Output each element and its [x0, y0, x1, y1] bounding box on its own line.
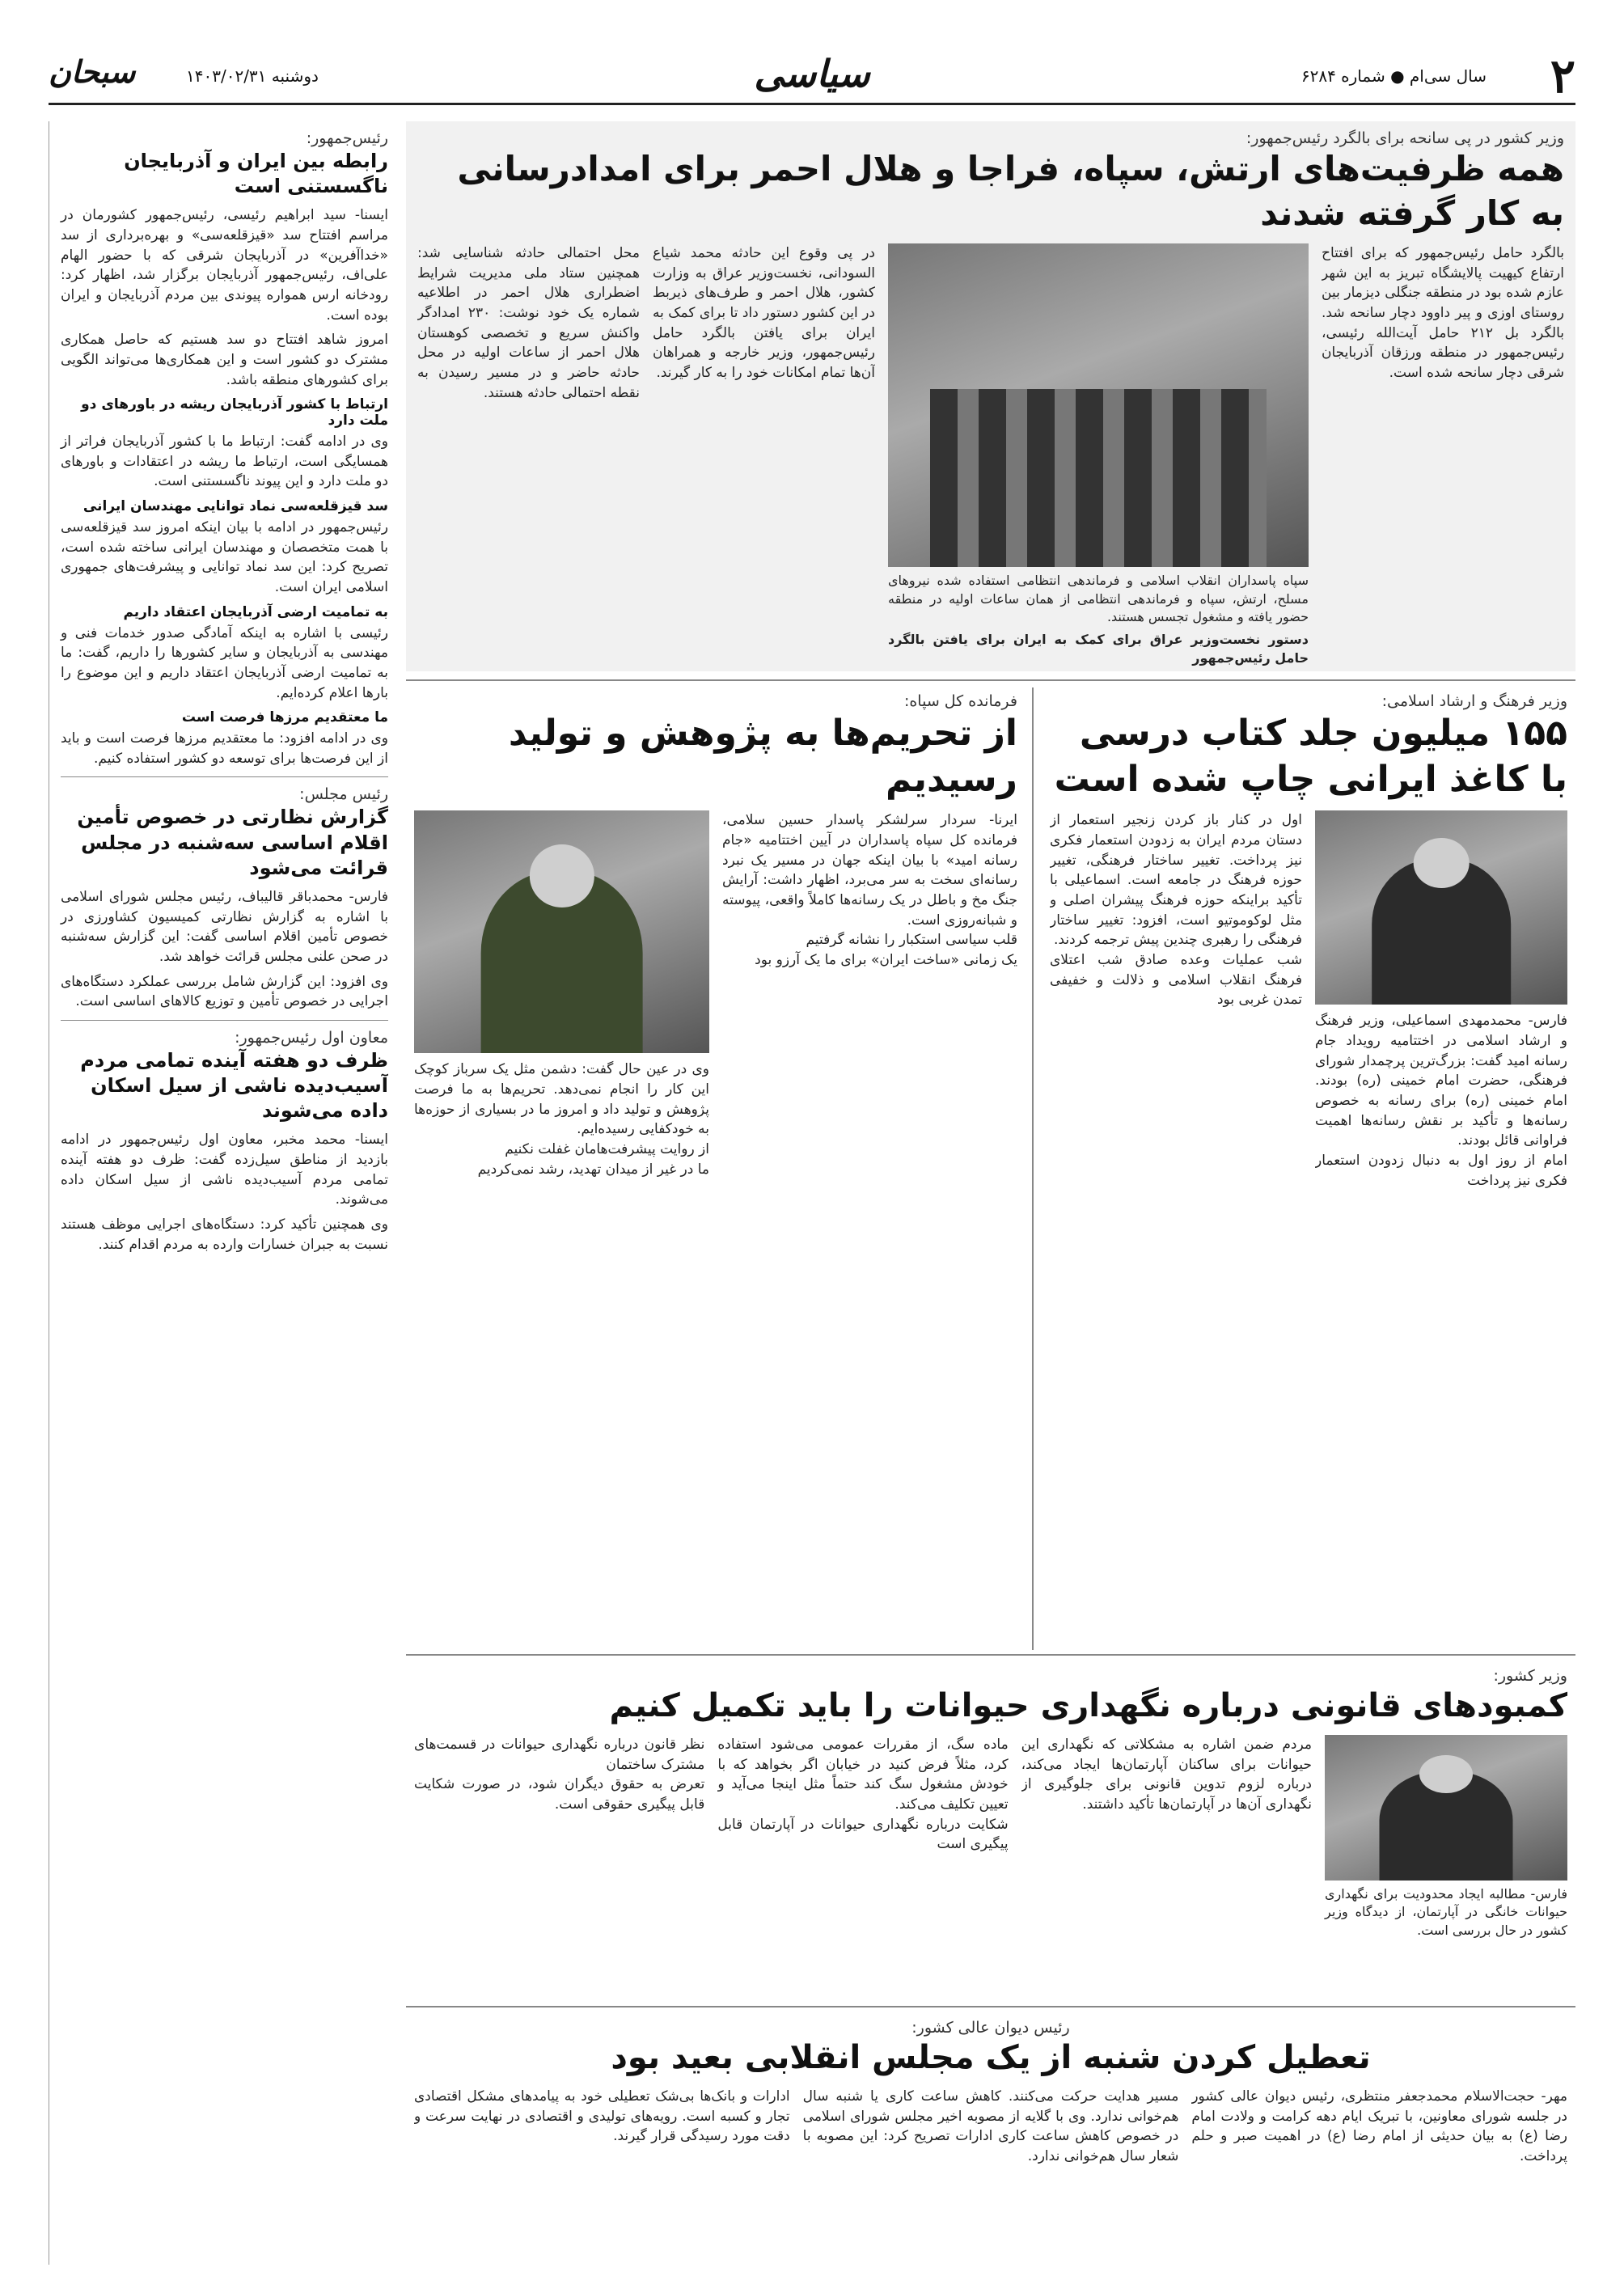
sidebar-article — [61, 129, 388, 768]
article-title: تعطیل کردن شنبه از یک مجلس انقلابی بعید بود — [611, 2039, 1371, 2076]
article-kicker: رئیس دیوان عالی کشور: — [911, 2019, 1070, 2037]
article-subheading: از روایت پیشرفت‌هامان غفلت نکنیم — [505, 1140, 709, 1157]
irgc-story — [406, 687, 1026, 1650]
article-title: کمبودهای قانونی درباره نگهداری حیوانات را باید تکمیل کنیم — [609, 1687, 1567, 1724]
article-paragraph: وی در ادامه افزود: ما معتقدیم مرزها فرصت است و باید از این فرصت‌ها برای توسعه دو کشور استفاده کنیم. — [61, 730, 388, 767]
section-title: سیاسی — [754, 52, 870, 95]
article-column: ایرنا- سردار سرلشکر پاسدار حسین سلامی، فرمانده کل سپاه پاسداران در آیین اختتامیه «جام رسانه امید» با بیان اینکه جهان در مسیر یک نبرد رسانه‌ای سخت به سر می‌برد، اظهار داشت: آرایش جنگ مخ و باطل در یک رسانه‌ها کاملاً واقعی، پیوسته و شبانه‌روزی است. — [722, 812, 1017, 929]
lead-story — [406, 121, 1575, 671]
article-title: گزارش نظارتی در خصوص تأمین اقلام اساسی سه‌شنبه در مجلس قرائت می‌شود — [77, 806, 388, 879]
article-column: تعرض به حقوق دیگران شود، در صورت شکایت قابل پیگیری حقوقی است. — [414, 1776, 705, 1813]
article-paragraph: امروز شاهد افتتاح دو سد هستیم که حاصل همکاری مشترک دو کشور است و این همکاری‌ها می‌تواند الگویی برای کشورهای منطقه باشد. — [61, 332, 388, 388]
divider — [406, 679, 1575, 681]
article-subheading: سد قیزقلعه‌سی نماد توانایی مهندسان ایرانی — [82, 498, 388, 515]
divider — [1032, 687, 1034, 1650]
article-title: همه ظرفیت‌های ارتش، سپاه، فراجا و هلال احمر برای امدادرسانی به کار گرفته شدند — [457, 149, 1564, 233]
masthead — [49, 49, 1575, 105]
photo-subheading: دستور نخست‌وزیر عراق برای کمک به ایران برای یافتن بالگرد حامل رئیس‌جمهور — [888, 632, 1309, 666]
lead-photo — [888, 243, 1309, 567]
article-subheading: ما معتقدیم مرزها فرصت است — [181, 709, 388, 726]
article-column: فارس- محمدمهدی اسماعیلی، وزیر فرهنگ و ارشاد اسلامی در اختتامیه رویداد جام رسانه امید گفت: بزرگ‌ترین پرچمدار شورای فرهنگی، حضرت امام خمینی (ره) بودند. امام خمینی (ره) برای رسانه به خصوص رسانه‌ها و تأکید بر نقش رسانه‌ها اهمیت فراوانی قائل بودند. — [1315, 1013, 1567, 1149]
article-subheading: امام از روز اول به دنبال زدودن استعمار فکری نیز پرداخت — [1315, 1152, 1567, 1189]
article-kicker: وزیر فرهنگ و ارشاد اسلامی: — [1381, 692, 1567, 710]
article-column: ماده سگ، از مقررات عمومی می‌شود استفاده کرد، مثلاً فرض کنید در خیابان اگر بخواهد که با خودش مشغول سگ کند حتماً مثل اینجا می‌آید و تعیین تکلیف می‌کند. — [717, 1737, 1009, 1813]
article-column: ادارات و بانک‌ها بی‌شک تعطیلی خود به پیامدهای مشکل اقتصادی تجار و کسبه است. رویه‌های تولیدی و اقتصادی در نهایت سرعت و دقت مورد رسیدگی قرار گیرند. — [413, 2088, 790, 2145]
article-kicker: فرمانده کل سپاه: — [903, 692, 1017, 710]
article-column-block — [414, 1735, 704, 1940]
issue-info: سال سی‌ام ● شماره ۶۲۸۴ — [1300, 66, 1487, 86]
article-subheading: قلب سیاسی استکبار را نشانه گرفتیم — [806, 932, 1017, 949]
article-kicker: وزیر کشور در پی سانحه برای بالگرد رئیس‌جمهور: — [1245, 129, 1564, 147]
article-paragraph: رئیسی با اشاره به اینکه آمادگی صدور خدمات فنی و مهندسی به آذربایجان و سایر کشورها را داریم، گفت: ما به تمامیت ارضی آذربایجان اعتقاد داریم و این موضوع را بارها اعلام کرده‌ایم. — [61, 624, 388, 701]
article-kicker: رئیس‌جمهور: — [306, 129, 388, 147]
person-head-shape — [1419, 1755, 1473, 1793]
article-paragraph: ایسنا- سید ابراهیم رئیسی، رئیس‌جمهور کشورمان در مراسم افتتاح سد «قیزقلعه‌سی» و بهره‌برداری از سد «خداآفرین» در آذربایجان شرقی که با حضور الهام علی‌اف، رئیس‌جمهور آذربایجان برگزار شد، اظهار کرد: رودخانه ارس همواره پیوندی بین مردم آذربایجان و ایران بوده است. — [61, 207, 388, 324]
person-head-shape — [1414, 838, 1470, 888]
article-subheading: به تمامیت ارضی آذربایجان اعتقاد داریم — [123, 603, 388, 620]
article-column: مردم ضمن اشاره به مشکلاتی که نگهداری این حیوانات برای ساکنان آپارتمان‌ها ایجاد می‌کند، درباره لزوم تدوین قانونی برای جلوگیری از نگهداری آن‌ها در آپارتمان‌ها تأکید داشتند. — [1021, 1737, 1312, 1813]
article-column: محل احتمالی حادثه شناسایی شد: همچنین ستاد ملی مدیریت شرایط اضطراری هلال احمر در اطلاعیه شماره یک خود نوشت: ۲۳۰ امدادگر واکنش سریع و تخصصی کوهستان هلال احمر از ساعات اولیه در محل حادثه حاضر و در مسیر رسیدن به نقطه احتمالی حادثه هستند. — [417, 245, 640, 401]
article-column: در پی وقوع این حادثه محمد شیاع السودانی، نخست‌وزیر عراق به وزارت کشور، هلال احمر و طرف‌های ذیربط در این کشور دستور داد تا برای کمک به ایران برای یافتن بالگرد حامل رئیس‌جمهور، وزیر خارجه و همراهان آن‌ها تمام امکانات خود را به کار گیرند. — [653, 245, 875, 382]
article-paragraph: وی افزود: این گزارش شامل بررسی عملکرد دستگاه‌های اجرایی در خصوص تأمین و توزیع کالاهای اساسی است. — [61, 973, 388, 1010]
article-column-block — [722, 810, 1017, 1179]
books-story — [1042, 687, 1575, 1650]
photo-caption: سپاه پاسداران انقلاب اسلامی و فرماندهی انتظامی استفاده شده نیروهای مسلح، ارتش، سپاه و فرماندهی انتظامی از همان ساعات اولیه در منطقه حضور یافته و مشغول تجسس هستند. — [888, 573, 1309, 624]
officials-group-shape — [930, 389, 1267, 567]
minister-photo — [1325, 1735, 1567, 1881]
article-paragraph: وی در ادامه گفت: ارتباط ما با کشور آذربایجان فراتر از همسایگی است، ارتباط ما ریشه در اعتقادات و باورهای دو ملت دارد و این پیوند ناگسستنی است. — [61, 434, 388, 490]
divider — [406, 1654, 1575, 1656]
divider — [61, 776, 388, 777]
article-paragraph: ایسنا- محمد مخبر، معاون اول رئیس‌جمهور در ادامه بازدید از مناطق سیل‌زده گفت: ظرف دو هفته آینده تمامی مردم آسیب‌دیده ناشی از سیل اسکان داده می‌شوند. — [61, 1132, 388, 1208]
article-column: اول در کنار باز کردن زنجیر استعمار از دستان مردم ایران به زدودن استعمار فکری نیز پرداخت. تغییر ساختار فرهنگی، تغییر حوزه فرهنگ در جامعه است. اسماعیلی با تأکید براینکه حوزه فرهنگ پیشران اصلی و مثل لوکوموتیو است، افزود: تغییر ساختار فرهنگی را رهبری چندین پیش ترجمه کردند. — [1050, 812, 1302, 949]
commander-photo — [414, 810, 709, 1053]
article-kicker: رئیس مجلس: — [299, 785, 388, 804]
article-subheading: شب عملیات وعده صادق شب اعتلای فرهنگ انقلاب اسلامی و ذلالت و خفیفی تمدن غربی بود — [1050, 951, 1302, 1009]
newspaper-logo: سبحان — [49, 53, 136, 90]
article-column-block — [414, 810, 709, 1179]
divider — [406, 2006, 1575, 2007]
article-kicker: معاون اول رئیس‌جمهور: — [235, 1028, 388, 1047]
sidebar-article — [61, 1029, 388, 1254]
main-content — [406, 121, 1575, 2265]
article-kicker: وزیر کشور: — [1493, 1667, 1567, 1685]
page-number: ۲ — [1550, 49, 1575, 104]
article-subheading: شکایت درباره نگهداری حیوانات در آپارتمان قابل پیگیری است — [717, 1816, 1009, 1853]
article-paragraph: وی همچنین تأکید کرد: دستگاه‌های اجرایی موظف هستند نسبت به جبران خسارات وارده به مردم اقدام کنند. — [61, 1216, 388, 1253]
article-column-block — [717, 1735, 1008, 1940]
article-column: وی در عین حال گفت: دشمن مثل یک سرباز کوچک این کار را انجام نمی‌دهد. تحریم‌ها به ما فرصت پژوهش و تولید داد و امروز ما در بسیاری از حوزه‌ها به خودکفایی رسیده‌ایم. — [414, 1061, 709, 1138]
article-subheading: نظر قانون درباره نگهداری حیوانات در قسمت‌های مشترک ساختمان — [414, 1737, 705, 1773]
article-column: بالگرد حامل رئیس‌جمهور که برای افتتاح ارتفاع کیهیت پالایشگاه تبریز به این شهر عازم شده بود در منطقه جنگلی دیزمار بین روستای اوزی و پیر داوود دچار سانحه شد. بالگرد بل ۲۱۲ حامل آیت‌الله رئیسی، رئیس‌جمهور در منطقه ورزقان آذربایجان شرقی دچار سانحه شده است. — [1322, 245, 1564, 382]
article-title: ظرف دو هفته آینده تمامی مردم آسیب‌دیده ناشی از سیل اسکان داده می‌شوند — [80, 1048, 388, 1123]
article-subheading: ارتباط با کشور آذربایجان ریشه در باورهای دو ملت دارد — [81, 396, 388, 429]
article-title: از تحریم‌ها به پژوهش و تولید رسیدیم — [508, 713, 1017, 801]
article-paragraph: رئیس‌جمهور در ادامه با بیان اینکه امروز سد قیزقلعه‌سی با همت متخصصان و مهندسان ایرانی ساخته شده است، تصریح کرد: این سد نماد توانایی و پیشرفت‌های جمهوری اسلامی ایران است. — [61, 519, 388, 595]
divider — [61, 1020, 388, 1021]
photo-caption: فارس- مطالبه ایجاد محدودیت برای نگهداری حیوانات خانگی در آپارتمان، از دیدگاه وزیر کشور در حال بررسی است. — [1325, 1886, 1567, 1938]
article-column: مهر- حجت‌الاسلام محمدجعفر منتظری، رئیس دیوان عالی کشور در جلسه شورای معاونین، با تبریک ایام دهه کرامت و ولادت امام رضا (ع) به بیان حدیثی از امام رضا (ع) در اهمیت صبر و حلم پرداخت. — [1191, 2088, 1567, 2164]
minister-photo — [1315, 810, 1567, 1005]
animals-story — [406, 1662, 1575, 2002]
article-paragraph: فارس- محمدباقر قالیباف، رئیس مجلس شورای اسلامی با اشاره به گزارش نظارتی کمیسیون کشاورزی در خصوص تأمین اقلام اساسی گفت: این گزارش سه‌شنبه در صحن علنی مجلس قرائت خواهد شد. — [61, 889, 388, 965]
issue-date: دوشنبه ۱۴۰۳/۰۲/۳۱ — [186, 66, 319, 86]
article-title: ۱۵۵ میلیون جلد کتاب درسی با کاغذ ایرانی چاپ شده است — [1054, 713, 1567, 801]
article-column-block — [1325, 1735, 1567, 1940]
court-story — [406, 2014, 1575, 2265]
article-subheading: یک زمانی «ساخت ایران» برای ما یک آرزو بود — [755, 951, 1017, 968]
article-column-block — [1315, 810, 1567, 1191]
news-sidebar — [49, 121, 388, 2265]
article-column: مسیر هدایت حرکت می‌کنند. کاهش ساعت کاری یا شنبه سال هم‌خوانی ندارد. وی با گلایه از مصوبه اخیر مجلس شورای اسلامی در خصوص کاهش ساعت کاری ادارات تصریح کرد: این مصوبه با شعار سال هم‌خوانی ندارد. — [802, 2088, 1179, 2164]
person-head-shape — [529, 844, 594, 907]
article-column-block — [1050, 810, 1302, 1191]
lead-photo-block — [888, 243, 1309, 671]
article-title: رابطه بین ایران و آذربایجان ناگسستنی است — [124, 150, 388, 198]
article-subheading: ما در غیر از میدان تهدید، رشد نمی‌کردیم — [477, 1161, 709, 1178]
sidebar-article — [61, 785, 388, 1011]
